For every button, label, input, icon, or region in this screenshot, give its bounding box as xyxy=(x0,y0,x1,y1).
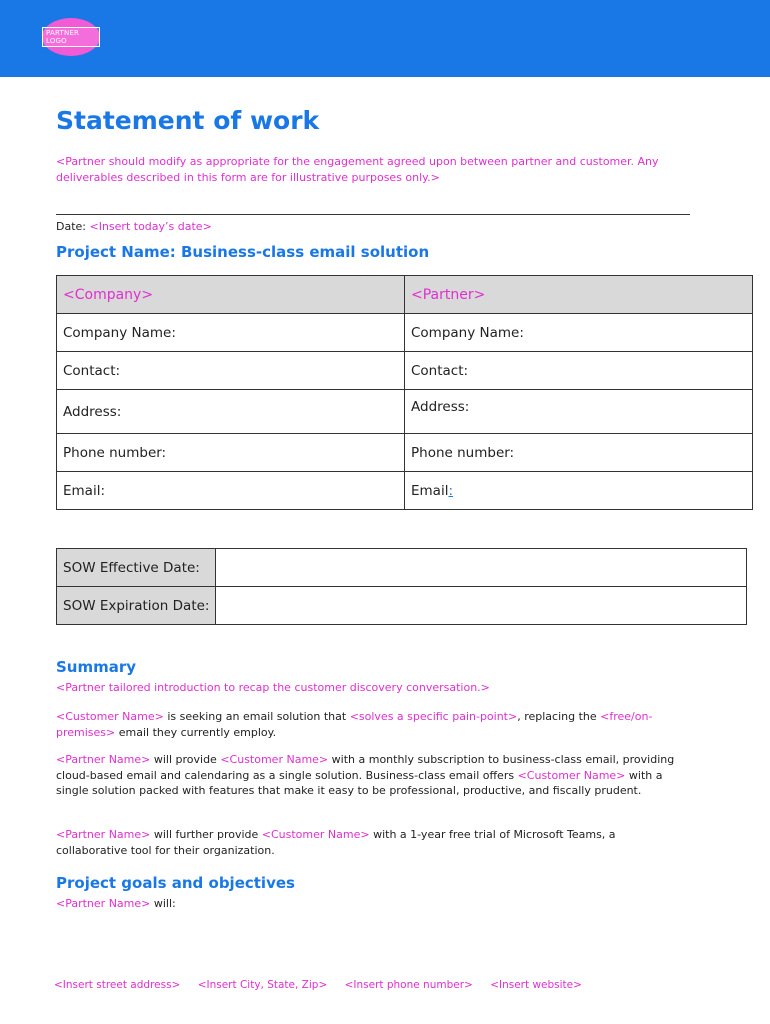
goals-intro xyxy=(56,896,676,912)
table-row xyxy=(57,587,747,625)
intro-note: <Partner should modify as appropriate for the engagement agreed upon between partner and customer. Any deliverables described in this form are for illustrative purposes only.> xyxy=(56,155,659,184)
customer-name-placeholder: <Customer Name> xyxy=(220,753,329,766)
footer-website: <Insert website> xyxy=(490,979,582,991)
table-row xyxy=(57,352,753,390)
summary-text: is seeking an email solution that xyxy=(163,710,350,723)
summary-text: with a 1-year free trial of Microsoft Teams, a collaborative tool for their organization. xyxy=(56,828,616,857)
partner-name-placeholder: <Partner Name> xyxy=(56,753,151,766)
summary-text: email they currently employ. xyxy=(115,725,277,739)
sow-expiration-label: SOW Expiration Date: xyxy=(57,587,216,625)
email-colon-link[interactable]: : xyxy=(448,482,454,499)
table-row xyxy=(57,314,753,352)
company-address-cell[interactable]: Address: xyxy=(57,390,405,434)
summary-text: , replacing the xyxy=(517,710,601,723)
partner-name-placeholder: <Partner Name> xyxy=(56,897,151,910)
company-phone-cell[interactable]: Phone number: xyxy=(57,434,405,472)
summary-text: will provide xyxy=(150,753,221,766)
date-line xyxy=(56,220,212,234)
sow-dates-table xyxy=(56,548,747,625)
summary-text: with a monthly subscription to business-class email, providing cloud-based email and calendaring as a single solution. Business-class email offers xyxy=(56,753,675,782)
date-value[interactable]: <Insert today’s date> xyxy=(89,220,212,233)
footer-phone: <Insert phone number> xyxy=(344,979,473,991)
company-contact-cell[interactable]: Contact: xyxy=(57,352,405,390)
partner-company-name-cell[interactable]: Company Name: xyxy=(405,314,753,352)
sow-effective-value[interactable] xyxy=(216,549,747,587)
pain-point-placeholder: <solves a specific pain-point> xyxy=(349,710,518,723)
goals-text: will: xyxy=(150,897,176,910)
sow-expiration-value[interactable] xyxy=(216,587,747,625)
partner-header: <Partner> xyxy=(405,276,753,314)
header-banner xyxy=(0,0,770,77)
goals-heading: Project goals and objectives xyxy=(56,874,295,892)
customer-name-placeholder: <Customer Name> xyxy=(56,710,164,723)
partner-email-label: Email xyxy=(411,482,449,499)
partner-email-cell[interactable] xyxy=(405,472,753,510)
partner-address-cell[interactable]: Address: xyxy=(405,390,753,434)
contact-table xyxy=(56,275,753,510)
customer-name-placeholder: <Customer Name> xyxy=(517,768,626,782)
table-row xyxy=(57,549,747,587)
date-label: Date: xyxy=(56,220,90,233)
footer-street: <Insert street address> xyxy=(54,979,181,991)
summary-heading: Summary xyxy=(56,658,137,676)
company-name-cell[interactable]: Company Name: xyxy=(57,314,405,352)
table-row xyxy=(57,472,753,510)
customer-name-placeholder: <Customer Name> xyxy=(261,828,370,841)
footer-city: <Insert City, State, Zip> xyxy=(197,979,328,991)
partner-name-placeholder: <Partner Name> xyxy=(56,828,151,841)
table-row xyxy=(57,434,753,472)
summary-paragraph-2 xyxy=(56,752,676,799)
table-row xyxy=(57,390,753,434)
project-name: Project Name: Business-class email solution xyxy=(56,243,430,261)
partner-logo xyxy=(42,18,100,56)
partner-contact-cell[interactable]: Contact: xyxy=(405,352,753,390)
company-email-cell[interactable]: Email: xyxy=(57,472,405,510)
free-on-premises-placeholder: <free/on-premises> xyxy=(56,710,653,739)
footer xyxy=(54,979,596,991)
summary-paragraph-1 xyxy=(56,709,676,740)
summary-text: will further provide xyxy=(150,828,262,841)
summary-intro: <Partner tailored introduction to recap the customer discovery conversation.> xyxy=(56,681,490,694)
table-header-row xyxy=(57,276,753,314)
partner-phone-cell[interactable]: Phone number: xyxy=(405,434,753,472)
summary-paragraph-3 xyxy=(56,827,676,858)
summary-text: with a single solution packed with features that make it easy to be professional, productive, and fiscally prudent. xyxy=(56,768,663,797)
company-header: <Company> xyxy=(57,276,405,314)
sow-effective-label: SOW Effective Date: xyxy=(57,549,216,587)
divider xyxy=(56,214,690,215)
document-title: Statement of work xyxy=(56,106,320,135)
logo-text: PARTNER LOGO xyxy=(42,27,100,47)
